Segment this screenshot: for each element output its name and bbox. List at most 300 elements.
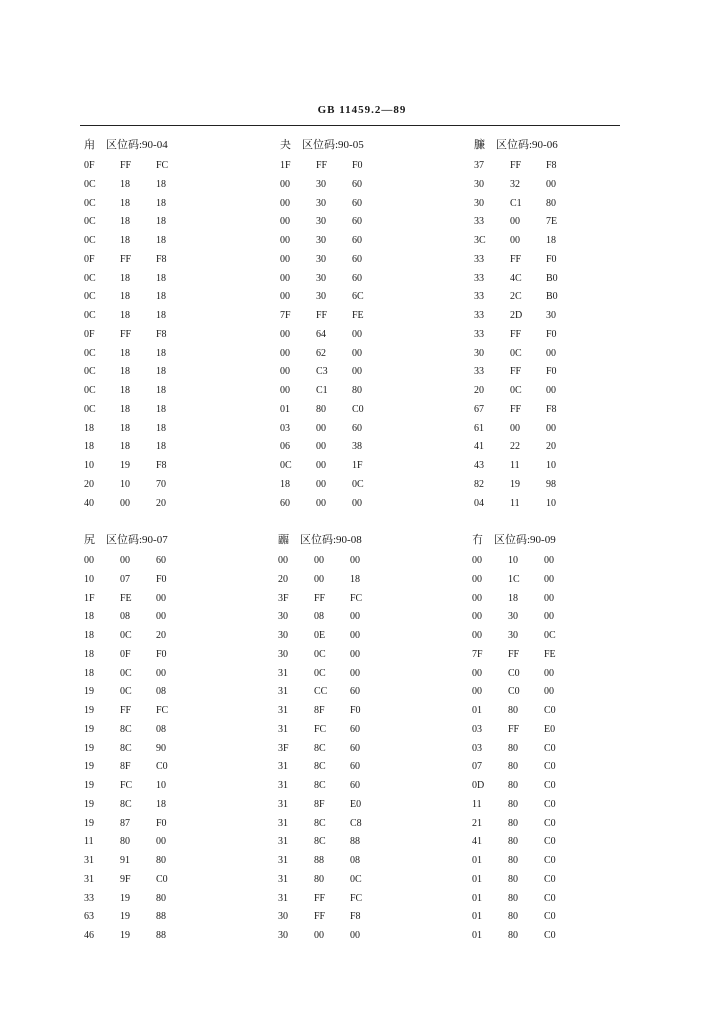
hex-cell: 00: [314, 930, 324, 941]
hex-cell: 31: [278, 761, 288, 773]
hex-cell: 30: [278, 648, 288, 660]
hex-cell: 19: [84, 798, 94, 810]
hex-cell: 00: [350, 648, 360, 660]
hex-cell: 00: [472, 573, 482, 585]
hex-cell: 01: [280, 403, 290, 415]
code-label: 区位码:90-08: [300, 534, 362, 546]
hex-cell: 18: [508, 592, 518, 604]
hex-cell: 6C: [352, 291, 364, 303]
hex-cell: 00: [350, 555, 360, 566]
hex-cell: FF: [510, 366, 522, 378]
hex-cell: 00: [120, 555, 130, 566]
code-label: 区位码:90-07: [106, 534, 168, 546]
hex-cell: 80: [508, 817, 518, 829]
hex-cell: 33: [474, 216, 484, 228]
hex-cell: 80: [316, 403, 326, 415]
hex-cell: F0: [156, 648, 167, 660]
hex-cell: 30: [278, 930, 288, 941]
hex-cell: C0: [544, 930, 556, 941]
hex-cell: 19: [84, 705, 94, 716]
hex-cell: 00: [510, 216, 520, 228]
hex-cell: 20: [278, 573, 288, 585]
hex-cell: 18: [156, 310, 166, 321]
hex-cell: 31: [84, 855, 94, 866]
hex-cell: 18: [120, 197, 130, 209]
hex-cell: 18: [156, 347, 166, 359]
hex-cell: 30: [546, 310, 556, 321]
hex-cell: 7E: [546, 216, 558, 228]
hex-cell: 80: [508, 892, 518, 904]
header-rule: [80, 125, 620, 126]
hex-cell: 10: [84, 460, 94, 471]
hex-cell: 30: [508, 611, 518, 623]
hex-cell: 18: [156, 403, 166, 415]
hex-cell: 30: [316, 235, 326, 246]
hex-cell: 18: [156, 235, 166, 246]
hex-cell: 0C: [314, 667, 326, 679]
hex-cell: 19: [84, 686, 94, 698]
hex-cell: 00: [546, 422, 556, 434]
hex-cell: 31: [278, 686, 288, 698]
hex-cell: F0: [546, 253, 557, 265]
hex-cell: C0: [544, 742, 556, 754]
hex-cell: 08: [350, 855, 360, 866]
hex-cell: 2C: [510, 291, 522, 303]
hex-cell: 00: [350, 667, 360, 679]
hex-cell: 8C: [314, 780, 326, 791]
hex-cell: 07: [472, 761, 482, 773]
hex-cell: 19: [84, 742, 94, 754]
glyph-char: 夬: [280, 139, 291, 151]
block-title: [472, 532, 556, 548]
hex-cell: 18: [120, 216, 130, 228]
hex-cell: 00: [156, 592, 166, 604]
hex-cell: FF: [120, 328, 132, 340]
hex-cell: FF: [510, 160, 522, 171]
hex-cell: 00: [280, 291, 290, 303]
glyph-char: 疈: [278, 534, 289, 546]
hex-cell: F8: [156, 460, 167, 471]
hex-cell: 0F: [84, 328, 95, 340]
hex-cell: 00: [280, 253, 290, 265]
hex-cell: 19: [84, 780, 94, 791]
hex-cell: 18: [156, 178, 166, 190]
hex-cell: 00: [156, 836, 166, 848]
hex-cell: FC: [156, 705, 169, 716]
hex-cell: FF: [314, 892, 326, 904]
hex-cell: 00: [510, 235, 520, 246]
hex-cell: 10: [508, 555, 518, 566]
hex-cell: 18: [156, 798, 166, 810]
hex-cell: 31: [278, 667, 288, 679]
hex-cell: 31: [278, 723, 288, 735]
hex-cell: 60: [352, 197, 362, 209]
hex-cell: 00: [280, 235, 290, 246]
hex-cell: FC: [350, 592, 363, 604]
hex-cell: 08: [156, 686, 166, 698]
hex-cell: 18: [120, 178, 130, 190]
hex-cell: 21: [472, 817, 482, 829]
hex-cell: 20: [546, 441, 556, 453]
hex-cell: 20: [156, 497, 166, 509]
hex-cell: 00: [316, 497, 326, 509]
hex-cell: 18: [280, 478, 290, 490]
hex-cell: 18: [156, 385, 166, 396]
hex-cell: 80: [352, 385, 362, 396]
hex-cell: 43: [474, 460, 484, 471]
hex-cell: F8: [546, 160, 557, 171]
hex-cell: 0F: [120, 648, 131, 660]
hex-cell: FE: [544, 648, 556, 660]
hex-cell: 10: [84, 573, 94, 585]
hex-cell: 10: [156, 780, 166, 791]
hex-cell: 11: [84, 836, 94, 848]
hex-cell: 18: [120, 385, 130, 396]
hex-cell: 18: [120, 235, 130, 246]
hex-cell: 0C: [84, 197, 96, 209]
hex-cell: 00: [544, 611, 554, 623]
hex-cell: C0: [156, 873, 168, 885]
code-label: 区位码:90-06: [496, 139, 558, 151]
hex-cell: 22: [510, 441, 520, 453]
hex-cell: 31: [278, 817, 288, 829]
hex-cell: 8F: [120, 761, 131, 773]
hex-cell: 30: [316, 272, 326, 284]
hex-cell: 00: [316, 478, 326, 490]
hex-cell: 00: [280, 272, 290, 284]
hex-cell: F0: [156, 573, 167, 585]
hex-cell: 88: [350, 836, 360, 848]
hex-cell: 80: [508, 930, 518, 941]
hex-cell: F0: [156, 817, 167, 829]
hex-cell: 01: [472, 855, 482, 866]
page-header: GB 11459.2—89: [317, 104, 407, 116]
hex-cell: 03: [472, 742, 482, 754]
hex-cell: 00: [544, 555, 554, 566]
hex-cell: FF: [314, 592, 326, 604]
hex-cell: 0C: [84, 235, 96, 246]
block-title: [280, 137, 364, 153]
hex-cell: 80: [508, 855, 518, 866]
hex-cell: 90: [156, 742, 166, 754]
hex-cell: 8F: [314, 705, 325, 716]
hex-cell: 8C: [314, 836, 326, 848]
hex-cell: 0C: [84, 178, 96, 190]
hex-cell: 30: [278, 911, 288, 923]
hex-cell: 8C: [314, 761, 326, 773]
hex-cell: 19: [120, 930, 130, 941]
hex-cell: 63: [84, 911, 94, 923]
hex-cell: C0: [544, 761, 556, 773]
hex-cell: 30: [316, 253, 326, 265]
hex-cell: 00: [546, 178, 556, 190]
hex-cell: 18: [156, 422, 166, 434]
hex-cell: 33: [474, 366, 484, 378]
hex-cell: 80: [546, 197, 556, 209]
hex-cell: 64: [316, 328, 326, 340]
hex-cell: 9F: [120, 873, 131, 885]
hex-cell: 37: [474, 160, 484, 171]
hex-cell: 00: [472, 667, 482, 679]
hex-cell: 60: [350, 780, 360, 791]
hex-cell: 19: [84, 761, 94, 773]
hex-cell: 00: [546, 385, 556, 396]
block-title: [278, 532, 362, 548]
hex-cell: 8C: [314, 742, 326, 754]
hex-cell: 31: [278, 798, 288, 810]
hex-cell: C0: [544, 817, 556, 829]
hex-cell: 00: [280, 216, 290, 228]
hex-cell: C0: [544, 836, 556, 848]
hex-cell: B0: [546, 272, 558, 284]
hex-cell: FF: [508, 648, 520, 660]
hex-cell: 06: [280, 441, 290, 453]
hex-cell: 10: [120, 478, 130, 490]
hex-cell: 31: [278, 836, 288, 848]
hex-cell: 30: [278, 611, 288, 623]
hex-cell: 30: [508, 630, 518, 641]
hex-cell: 31: [84, 873, 94, 885]
hex-cell: 1F: [280, 160, 291, 171]
hex-cell: 80: [508, 798, 518, 810]
hex-cell: 91: [120, 855, 130, 866]
hex-cell: FF: [510, 328, 522, 340]
hex-cell: C0: [544, 855, 556, 866]
hex-cell: 8C: [120, 742, 132, 754]
hex-cell: 80: [508, 705, 518, 716]
hex-cell: 33: [474, 291, 484, 303]
hex-cell: 46: [84, 930, 94, 941]
hex-cell: 18: [156, 272, 166, 284]
hex-cell: CC: [314, 686, 328, 698]
hex-cell: 00: [544, 573, 554, 585]
hex-cell: 0C: [84, 310, 96, 321]
hex-cell: C0: [544, 780, 556, 791]
hex-cell: 18: [546, 235, 556, 246]
hex-cell: 41: [474, 441, 484, 453]
hex-cell: 31: [278, 873, 288, 885]
hex-cell: 18: [350, 573, 360, 585]
hex-cell: 00: [156, 667, 166, 679]
hex-cell: 00: [156, 611, 166, 623]
hex-cell: 18: [156, 291, 166, 303]
hex-cell: F8: [156, 328, 167, 340]
hex-cell: 80: [508, 780, 518, 791]
hex-cell: 67: [474, 403, 484, 415]
hex-cell: 60: [156, 555, 166, 566]
hex-cell: C0: [544, 873, 556, 885]
hex-cell: 0C: [84, 366, 96, 378]
hex-cell: 20: [474, 385, 484, 396]
hex-cell: 60: [352, 235, 362, 246]
hex-cell: 30: [316, 197, 326, 209]
hex-cell: 0C: [510, 347, 522, 359]
hex-cell: 30: [316, 178, 326, 190]
glyph-char: 甪: [84, 139, 95, 151]
hex-cell: 32: [510, 178, 520, 190]
hex-cell: 18: [156, 441, 166, 453]
hex-cell: 20: [84, 478, 94, 490]
hex-cell: 33: [474, 272, 484, 284]
hex-cell: 11: [510, 460, 520, 471]
hex-cell: FF: [314, 911, 326, 923]
hex-cell: F8: [156, 253, 167, 265]
hex-cell: 00: [352, 497, 362, 509]
hex-cell: 60: [350, 761, 360, 773]
hex-cell: C0: [544, 798, 556, 810]
hex-cell: 19: [510, 478, 520, 490]
hex-cell: 18: [120, 272, 130, 284]
hex-cell: FC: [120, 780, 133, 791]
hex-cell: 4C: [510, 272, 522, 284]
block-title: [474, 137, 558, 153]
hex-cell: 31: [278, 855, 288, 866]
code-label: 区位码:90-09: [494, 534, 556, 546]
hex-cell: 00: [280, 328, 290, 340]
hex-cell: FE: [120, 592, 132, 604]
hex-cell: 01: [472, 705, 482, 716]
hex-cell: 18: [120, 422, 130, 434]
hex-cell: 1F: [352, 460, 363, 471]
hex-cell: C0: [544, 892, 556, 904]
hex-cell: 08: [120, 611, 130, 623]
hex-cell: 0C: [84, 347, 96, 359]
hex-cell: 88: [156, 911, 166, 923]
hex-cell: 60: [350, 742, 360, 754]
hex-cell: 00: [544, 592, 554, 604]
code-label: 区位码:90-04: [106, 139, 168, 151]
hex-cell: 18: [84, 441, 94, 453]
hex-cell: FC: [314, 723, 327, 735]
hex-cell: FE: [352, 310, 364, 321]
hex-cell: 80: [314, 873, 324, 885]
hex-cell: 80: [156, 892, 166, 904]
hex-cell: 01: [472, 930, 482, 941]
hex-cell: F0: [546, 366, 557, 378]
hex-cell: FF: [508, 723, 520, 735]
hex-cell: 19: [120, 892, 130, 904]
block-title: [84, 137, 168, 153]
hex-cell: FF: [316, 160, 328, 171]
hex-cell: 33: [474, 310, 484, 321]
hex-cell: 88: [314, 855, 324, 866]
hex-cell: 00: [350, 930, 360, 941]
hex-cell: C0: [544, 705, 556, 716]
hex-cell: 00: [84, 555, 94, 566]
hex-cell: 0C: [350, 873, 362, 885]
hex-cell: 31: [278, 892, 288, 904]
hex-cell: 03: [280, 422, 290, 434]
hex-cell: 18: [120, 441, 130, 453]
hex-cell: 80: [508, 873, 518, 885]
hex-cell: 30: [316, 216, 326, 228]
hex-cell: 0C: [544, 630, 556, 641]
hex-cell: 0E: [314, 630, 326, 641]
hex-cell: 0C: [120, 630, 132, 641]
hex-cell: 0C: [120, 686, 132, 698]
hex-cell: C0: [544, 911, 556, 923]
hex-cell: 0C: [352, 478, 364, 490]
hex-cell: 18: [84, 422, 94, 434]
hex-cell: 10: [546, 460, 556, 471]
hex-cell: 00: [546, 347, 556, 359]
hex-cell: 00: [472, 555, 482, 566]
hex-cell: 00: [472, 630, 482, 641]
hex-cell: 33: [474, 328, 484, 340]
hex-cell: 30: [474, 197, 484, 209]
hex-cell: 00: [280, 178, 290, 190]
hex-cell: 01: [472, 892, 482, 904]
hex-cell: 8C: [314, 817, 326, 829]
hex-cell: 18: [120, 366, 130, 378]
hex-cell: 18: [156, 197, 166, 209]
hex-cell: 38: [352, 441, 362, 453]
hex-cell: 3C: [474, 235, 486, 246]
hex-cell: 19: [84, 723, 94, 735]
hex-cell: 08: [156, 723, 166, 735]
hex-cell: 60: [350, 723, 360, 735]
hex-cell: 31: [278, 705, 288, 716]
hex-cell: 70: [156, 478, 166, 490]
hex-cell: 0C: [84, 272, 96, 284]
hex-cell: 19: [120, 460, 130, 471]
hex-cell: 80: [508, 742, 518, 754]
hex-cell: 18: [84, 667, 94, 679]
hex-cell: FF: [316, 310, 328, 321]
glyph-char: 冇: [472, 534, 483, 546]
hex-cell: 2D: [510, 310, 523, 321]
hex-cell: 87: [120, 817, 130, 829]
hex-cell: 04: [474, 497, 484, 509]
hex-cell: 7F: [472, 648, 483, 660]
hex-cell: 18: [156, 366, 166, 378]
hex-cell: 40: [84, 497, 94, 509]
hex-cell: C0: [508, 686, 520, 698]
hex-cell: FF: [120, 253, 132, 265]
hex-cell: 60: [350, 686, 360, 698]
hex-cell: 18: [120, 310, 130, 321]
hex-cell: FC: [156, 160, 169, 171]
hex-cell: 30: [474, 178, 484, 190]
hex-cell: E0: [544, 723, 556, 735]
hex-cell: C0: [352, 403, 364, 415]
hex-cell: F8: [350, 911, 361, 923]
hex-cell: 0C: [84, 216, 96, 228]
hex-cell: 00: [472, 686, 482, 698]
hex-cell: FC: [350, 892, 363, 904]
hex-cell: F8: [546, 403, 557, 415]
hex-cell: 7F: [280, 310, 291, 321]
hex-cell: 30: [316, 291, 326, 303]
hex-cell: 80: [156, 855, 166, 866]
hex-cell: 82: [474, 478, 484, 490]
hex-cell: 60: [280, 497, 290, 509]
hex-cell: 00: [472, 611, 482, 623]
hex-cell: 0D: [472, 780, 485, 791]
hex-cell: 00: [510, 422, 520, 434]
hex-cell: 18: [84, 611, 94, 623]
hex-cell: 18: [120, 291, 130, 303]
hex-cell: 18: [120, 403, 130, 415]
hex-cell: C1: [316, 385, 328, 396]
hex-cell: 30: [474, 347, 484, 359]
hex-cell: 00: [472, 592, 482, 604]
hex-cell: 00: [278, 555, 288, 566]
hex-cell: 0C: [510, 385, 522, 396]
hex-cell: 10: [546, 497, 556, 509]
hex-cell: 80: [508, 761, 518, 773]
hex-cell: 00: [280, 347, 290, 359]
